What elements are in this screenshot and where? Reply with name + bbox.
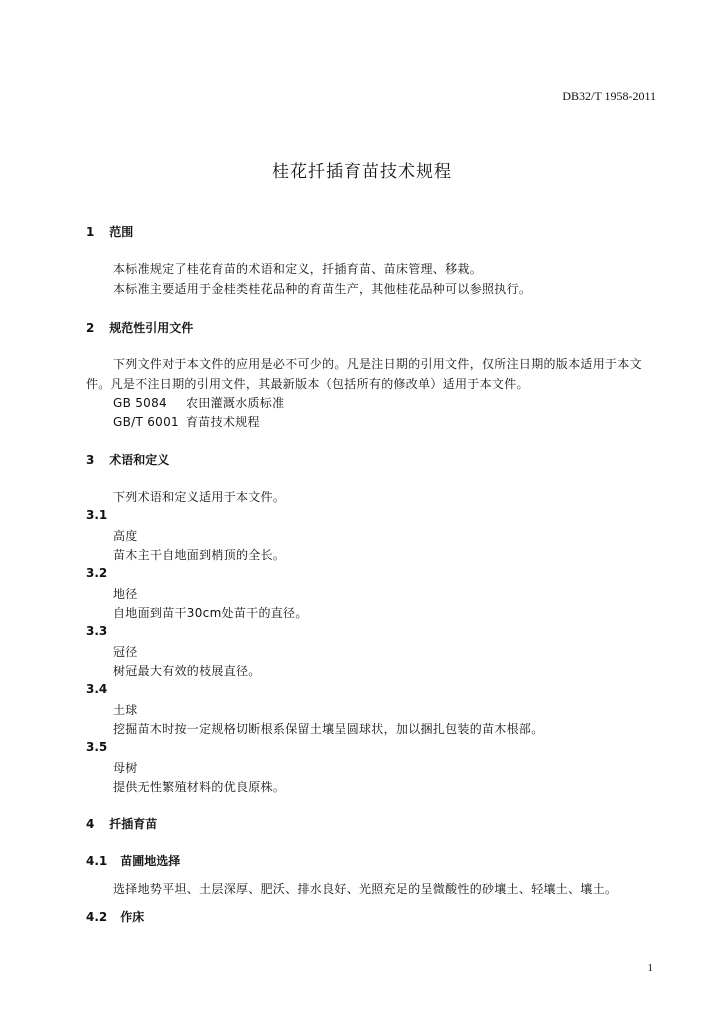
term-number: 3.2 (86, 566, 108, 580)
section-title: 苗圃地选择 (120, 854, 181, 868)
section-title: 范围 (109, 225, 134, 239)
section-title: 作床 (120, 910, 145, 924)
reference-item (113, 413, 260, 430)
section-2-heading (86, 319, 193, 336)
term-number: 3.3 (86, 624, 108, 638)
section-number: 1 (86, 225, 95, 239)
section-4-heading (86, 815, 157, 832)
section-number: 4.1 (86, 854, 108, 868)
nursery-site-paragraph: 选择地势平坦、土层深厚、肥沃、排水良好、光照充足的呈微酸性的砂壤土、轻壤土、壤土。 (113, 882, 618, 896)
term-number: 3.1 (86, 508, 108, 522)
reference-name: 农田灌溉水质标准 (186, 396, 285, 410)
terms-intro: 下列术语和定义适用于本文件。 (113, 490, 286, 504)
references-intro-line-2: 件。凡是不注日期的引用文件，其最新版本（包括所有的修改单）适用于本文件。 (86, 377, 529, 391)
section-4-2-heading (86, 908, 144, 925)
section-number: 3 (86, 453, 95, 467)
term-definition: 挖掘苗木时按一定规格切断根系保留土壤呈圆球状，加以捆扎包装的苗木根部。 (113, 722, 544, 736)
reference-code: GB 5084 (113, 396, 167, 410)
term-number: 3.5 (86, 740, 108, 754)
section-number: 2 (86, 321, 95, 335)
section-title: 规范性引用文件 (109, 321, 194, 335)
document-title: 桂花扦插育苗技术规程 (272, 162, 452, 182)
term-name: 冠径 (113, 645, 138, 659)
term-name: 土球 (113, 703, 138, 717)
section-number: 4.2 (86, 910, 108, 924)
reference-item (113, 394, 284, 411)
term-name: 高度 (113, 529, 138, 543)
page-number: 1 (647, 962, 653, 974)
reference-name: 育苗技术规程 (186, 415, 260, 429)
section-4-1-heading (86, 852, 180, 869)
scope-paragraph-2: 本标准主要适用于金桂类桂花品种的育苗生产，其他桂花品种可以参照执行。 (113, 282, 532, 296)
term-number: 3.4 (86, 682, 108, 696)
section-3-heading (86, 451, 169, 468)
references-intro-line-1: 下列文件对于本文件的应用是必不可少的。凡是注日期的引用文件，仅所注日期的版本适用于本文 (113, 357, 642, 371)
reference-code: GB/T 6001 (113, 415, 179, 429)
term-name: 地径 (113, 587, 138, 601)
term-name: 母树 (113, 761, 138, 775)
scope-paragraph-1: 本标准规定了桂花育苗的术语和定义，扦插育苗、苗床管理、移栽。 (113, 262, 483, 276)
section-number: 4 (86, 817, 95, 831)
section-title: 术语和定义 (109, 453, 170, 467)
term-definition: 提供无性繁殖材料的优良原株。 (113, 780, 286, 794)
section-1-heading (86, 223, 133, 240)
section-title: 扦插育苗 (109, 817, 158, 831)
standard-code: DB32/T 1958-2011 (562, 89, 656, 103)
term-definition: 自地面到苗干30cm处苗干的直径。 (113, 606, 308, 620)
term-definition: 苗木主干自地面到梢顶的全长。 (113, 548, 286, 562)
term-definition: 树冠最大有效的枝展直径。 (113, 664, 261, 678)
